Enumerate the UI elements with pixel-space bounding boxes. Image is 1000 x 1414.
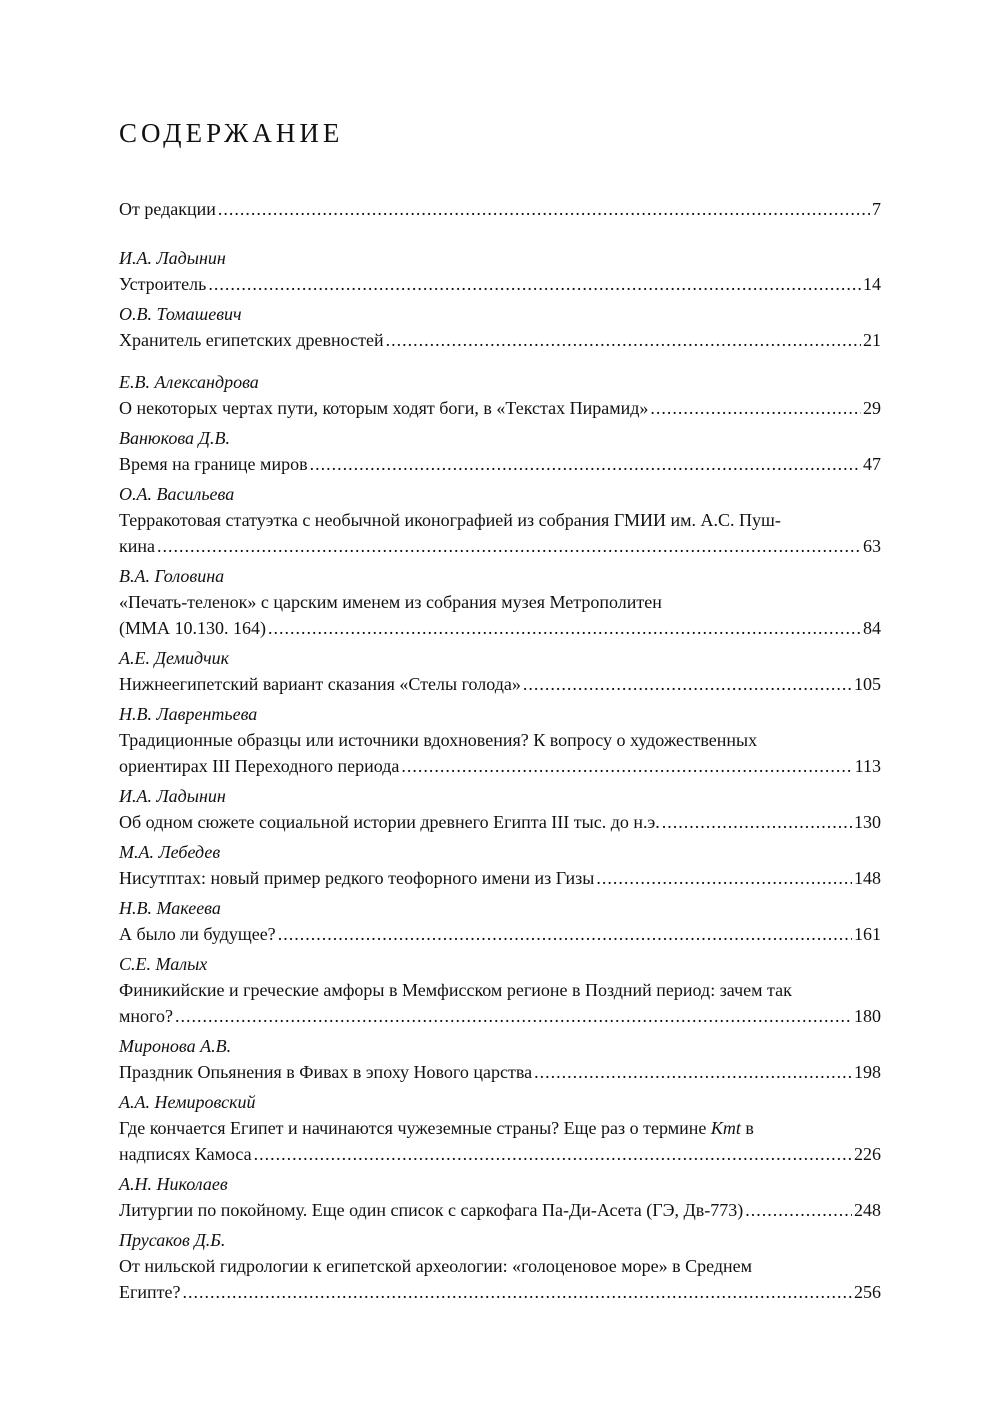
title-term: Kmt — [710, 1118, 741, 1138]
dot-leader — [157, 533, 861, 560]
toc-entry-title-line1: «Печать-теленок» с царским именем из собрания музея Метрополитен — [119, 592, 662, 612]
toc-entry-page: 148 — [854, 868, 881, 888]
toc-entry-title: А было ли будущее? — [119, 924, 276, 944]
dot-leader — [650, 395, 861, 422]
toc-entry[interactable] — [119, 301, 881, 354]
toc-entry-page: 198 — [854, 1062, 881, 1082]
toc-entry-title: много? — [119, 1006, 173, 1026]
toc-entry-title: Египте? — [119, 1282, 181, 1302]
toc-entry-author: Н.В. Лаврентьева — [119, 704, 258, 724]
dot-leader — [218, 196, 870, 223]
dot-leader — [208, 271, 861, 298]
toc-entry-page: 248 — [854, 1200, 881, 1220]
toc-entry-page: 63 — [863, 536, 881, 556]
toc-entry-page: 29 — [863, 398, 881, 418]
toc-entry[interactable] — [119, 1089, 881, 1168]
dot-leader — [745, 1197, 852, 1224]
toc-entry-page: 256 — [854, 1282, 881, 1302]
toc-entry-title: Праздник Опьянения в Фивах в эпоху Нового царства — [119, 1062, 533, 1082]
toc-entry-title: Хранитель египетских древностей — [119, 330, 384, 350]
toc-entry-title: кина — [119, 536, 155, 556]
toc-entry-author: И.А. Ладынин — [119, 248, 226, 268]
toc-entry-title: Нижнеегипетский вариант сказания «Стелы голода» — [119, 674, 521, 694]
toc-entry-title: Нисутптах: новый пример редкого теофорного имени из Гизы — [119, 868, 595, 888]
toc-entry-author: А.Е. Демидчик — [119, 648, 230, 668]
toc-entry-title: Об одном сюжете социальной истории древнего Египта III тыс. до н.э. — [119, 812, 660, 832]
toc-entry-page: 14 — [863, 274, 881, 294]
toc-entry-author: Прусаков Д.Б. — [119, 1230, 226, 1250]
toc-entry[interactable] — [119, 369, 881, 422]
toc-entry-author: Миронова А.В. — [119, 1036, 232, 1056]
toc-entry-title: надписях Камоса — [119, 1144, 252, 1164]
toc-entry-page: 226 — [854, 1144, 881, 1164]
toc-entry-title: От редакции — [119, 199, 216, 219]
page-title: СОДЕРЖАНИЕ — [119, 118, 344, 148]
title-text: в — [740, 1118, 754, 1138]
toc-entry-page: 84 — [863, 618, 881, 638]
toc-entry-author: С.Е. Малых — [119, 954, 208, 974]
toc-entry-author: А.Н. Николаев — [119, 1174, 228, 1194]
table-of-contents — [119, 196, 881, 1309]
toc-entry[interactable] — [119, 645, 881, 698]
toc-entry-author: В.А. Головина — [119, 566, 225, 586]
toc-entry-title-line1: Традиционные образцы или источники вдохновения? К вопросу о художественных — [119, 730, 758, 750]
dot-leader — [596, 865, 852, 892]
toc-entry[interactable] — [119, 701, 881, 780]
toc-entry-author: М.А. Лебедев — [119, 842, 221, 862]
toc-entry-author: А.А. Немировский — [119, 1092, 256, 1112]
toc-entry-title: О некоторых чертах пути, которым ходят боги, в «Текстах Пирамид» — [119, 398, 649, 418]
dot-leader — [386, 327, 861, 354]
toc-entry-intro[interactable] — [119, 196, 881, 223]
toc-entry-title-line1: От нильской гидрологии к египетской археологии: «голоценовое море» в Среднем — [119, 1256, 753, 1276]
toc-entry-author: О.В. Томашевич — [119, 304, 242, 324]
toc-entry-author: Н.В. Макеева — [119, 898, 221, 918]
toc-entry-author: О.А. Васильева — [119, 484, 235, 504]
title-text: Где кончается Египет и начинаются чужеземные страны? Еще раз о термине — [119, 1118, 711, 1138]
toc-entry-title-line1: Терракотовая статуэтка с необычной иконографией из собрания ГМИИ им. А.С. Пуш- — [119, 510, 781, 530]
toc-entry-author: Ванюкова Д.В. — [119, 428, 230, 448]
toc-entry-title: ориентирах III Переходного периода — [119, 756, 400, 776]
toc-entry-page: 47 — [863, 454, 881, 474]
toc-entry[interactable] — [119, 1171, 881, 1224]
toc-entry-page: 130 — [854, 812, 881, 832]
toc-entry-page: 161 — [854, 924, 881, 944]
toc-entry-title: Время на границе миров — [119, 454, 308, 474]
dot-leader — [310, 451, 861, 478]
dot-leader — [662, 809, 852, 836]
toc-entry-title: Устроитель — [119, 274, 207, 294]
dot-leader — [183, 1279, 853, 1306]
toc-entry[interactable] — [119, 563, 881, 642]
dot-leader — [175, 1003, 852, 1030]
toc-entry-page: 105 — [854, 674, 881, 694]
toc-entry-title-line1 — [119, 1115, 881, 1141]
toc-entry[interactable] — [119, 839, 881, 892]
toc-entry[interactable] — [119, 481, 881, 560]
toc-entry-page: 21 — [863, 330, 881, 350]
toc-entry-author: И.А. Ладынин — [119, 786, 226, 806]
toc-entry-title: Литургии по покойному. Еще один список с саркофага Па-Ди-Асета (ГЭ, Дв-773) — [119, 1200, 744, 1220]
toc-entry-page: 113 — [854, 756, 881, 776]
toc-entry-page: 180 — [854, 1006, 881, 1026]
toc-entry[interactable] — [119, 245, 881, 298]
dot-leader — [254, 1141, 852, 1168]
toc-entry[interactable] — [119, 783, 881, 836]
toc-entry[interactable] — [119, 425, 881, 478]
dot-leader — [534, 1059, 852, 1086]
toc-entry[interactable] — [119, 951, 881, 1030]
dot-leader — [278, 921, 852, 948]
toc-entry-title: (ММА 10.130. 164) — [119, 618, 266, 638]
toc-entry[interactable] — [119, 895, 881, 948]
toc-entry-page: 7 — [872, 199, 881, 219]
toc-entry[interactable] — [119, 1227, 881, 1306]
toc-entry-title-line1: Финикийские и греческие амфоры в Мемфисском регионе в Поздний период: зачем так — [119, 980, 792, 1000]
toc-entry-author: Е.В. Александрова — [119, 372, 259, 392]
dot-leader — [523, 671, 852, 698]
dot-leader — [401, 753, 852, 780]
toc-entry[interactable] — [119, 1033, 881, 1086]
dot-leader — [268, 615, 861, 642]
